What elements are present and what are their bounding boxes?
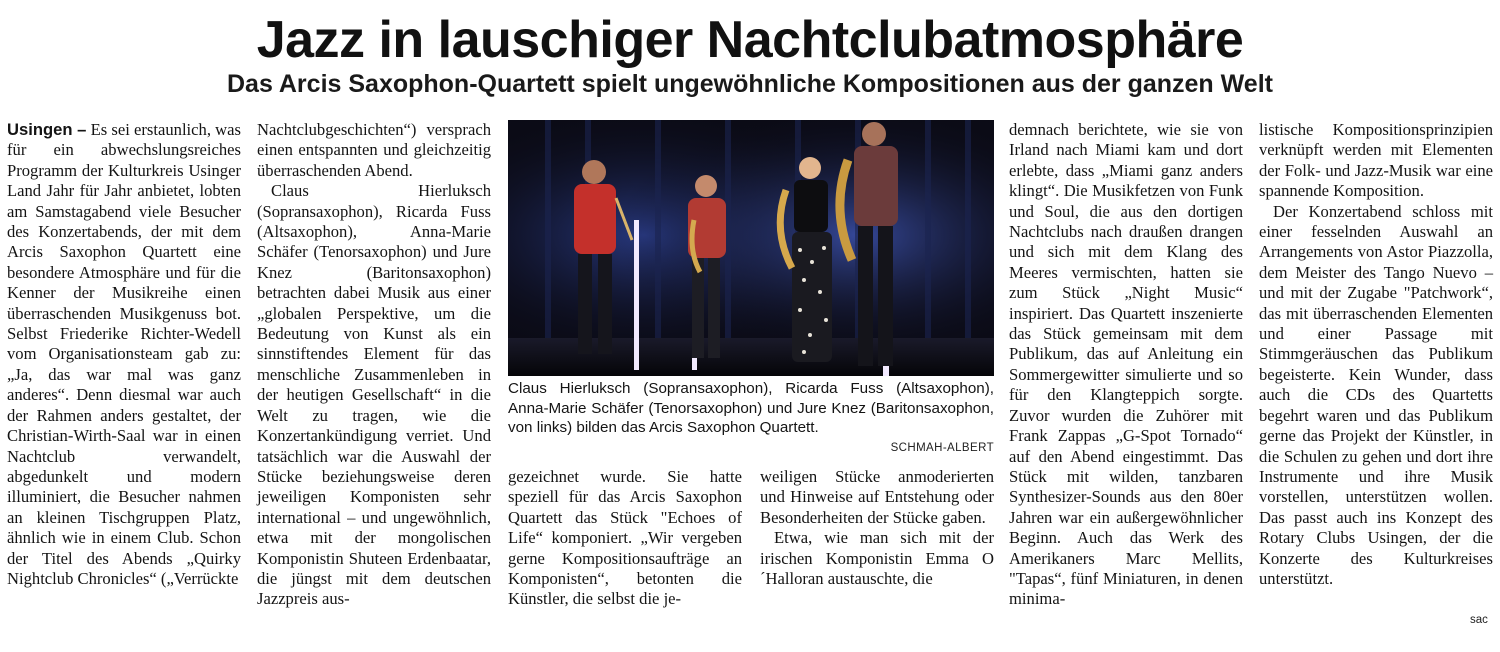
article-column-6 — [1259, 120, 1493, 589]
subheadline: Das Arcis Saxophon-Quartett spielt ungewöhnliche Kompositionen aus der ganzen Welt — [227, 70, 1273, 98]
concert-photo — [508, 120, 994, 376]
article-paragraph: demnach berichtete, wie sie von Irland nach Miami kam und dort erlebte, dass „Miami ganz anders klingt“. Die Musikfetzen von Funk und Soul, die aus den dortigen Nachtclubs nach draußen drangen und sich mit dem Klang des Meeres vermischten, hatten sie zum Stück „Night Music“ inspiriert. Das Quartett inszenierte das Stück gemeinsam mit dem Publikum, das auf Anleitung ein Sommergewitter simulierte und so für den Klangteppich sorgte. Zuvor wurden die Zuhörer mit Frank Zappas „G-Spot Tornado“ auf den Abend eingestimmt. Das Stück mit wilden, tanzbaren Synthesizer-Sounds aus den 80er Jahren war ein außergewöhnlicher Beginn. Auch das Werk des Amerikaners Marc Mellits, "Tapas“, fünf Miniaturen, in denen minima- — [1009, 120, 1243, 609]
article-paragraph: Der Konzertabend schloss mit einer fesselnden Auswahl an Arrangements von Astor Piazzolla, dem Meister des Tango Nuevo – und mit der Zugabe "Patchwork“, das mit überraschenden Elementen und einer Passage mit Stimmgeräuschen das Publikum begeisterte. Kein Wunder, dass auch die CDs des Quartetts begehrt waren und das Publikum gerne das Projekt der Künstler, in die Schulen zu gehen und dort ihre Instrumente und ihre Musik vorstellen, unterstützen wollen. Das passt auch ins Konzept des Rotary Clubs Usingen, der die Konzerte des Kulturkreises unterstützt. — [1259, 201, 1493, 588]
article-column-1 — [7, 120, 241, 589]
article-paragraph: weiligen Stücke anmoderierten und Hinweise auf Entstehung oder Besonderheiten der Stücke gaben. — [760, 467, 994, 527]
article-column-2 — [257, 120, 491, 610]
dateline: Usingen – — [7, 120, 87, 139]
article-column-4 — [760, 467, 994, 589]
photo-credit: SCHMAH-ALBERT — [890, 442, 994, 454]
article-paragraph: listische Kompositionsprinzipien verknüpft werden mit Elementen der Folk- und Jazz-Musik war eine spannende Komposition. — [1259, 120, 1493, 201]
headline: Jazz in lauschiger Nachtclubatmosphäre — [256, 11, 1244, 69]
author-signoff: sac — [1470, 614, 1488, 626]
article-paragraph: Etwa, wie man sich mit der irischen Komponistin Emma O´Halloran austauschte, die — [760, 528, 994, 589]
article-paragraph: Es sei erstaunlich, was für ein abwechslungsreiches Programm der Kulturkreis Usinger Land Jahr für Jahr anbietet, lobten am Samstagabend viele Besucher des Konzertabends, der mit dem Arcis Saxophon Quartett eine besondere Atmosphäre und für die Kenner der Musikreihe einen überraschenden Musikgenuss bot. Selbst Friederike Richter-Wedell vom Organisationsteam gab zu: „Ja, das war mal was ganz anderes“. Denn diesmal war auch der Rahmen anders gestaltet, der Christian-Wirth-Saal war in einen Nachtclub verwandelt, abgedunkelt und modern illuminiert, die Besucher nahmen an kleinen Tischgruppen Platz, ähnlich wie in einem Club. Schon der Titel des Abends „Quirky Nightclub Chronicles“ („Verrückte — [7, 120, 241, 588]
article-column-3 — [508, 467, 742, 610]
article-paragraph: Claus Hierluksch (Sopransaxophon), Ricarda Fuss (Altsaxophon), Anna-Marie Schäfer (Tenorsaxophon) und Jure Knez (Baritonsaxophon) betrachten dabei Musik aus einer „globalen Perspektive, um die Bedeutung von Kunst als ein sinnstiftendes Element für das menschliche Zusammenleben in der heutigen Gesellschaft“ in die Welt zu tragen, wie die Konzertankündigung verriet. Und tatsächlich war die Auswahl der Stücke beziehungsweise deren jeweiligen Komponisten sehr international – und ungewöhnlich, etwa mit der mongolischen Komponistin Shuteen Erdenbaatar, die jüngst mit dem deutschen Jazzpreis aus- — [257, 181, 491, 609]
concert-photo-image — [508, 120, 994, 376]
article-paragraph: gezeichnet wurde. Sie hatte speziell für das Arcis Saxophon Quartett das Stück "Echoes of Life“ komponiert. „Wir vergeben gerne Kompositionsaufträge an Komponisten“, betonten die Künstler, die selbst die je- — [508, 467, 742, 609]
article-paragraph: Nachtclubgeschichten“) versprach einen entspannten und gleichzeitig überraschenden Abend. — [257, 120, 491, 180]
photo-caption: Claus Hierluksch (Sopransaxophon), Ricarda Fuss (Altsaxophon), Anna-Marie Schäfer (Tenorsaxophon) und Jure Knez (Baritonsaxophon, von links) bilden das Arcis Saxophon Quartett. — [508, 380, 994, 437]
article-column-5 — [1009, 120, 1243, 610]
